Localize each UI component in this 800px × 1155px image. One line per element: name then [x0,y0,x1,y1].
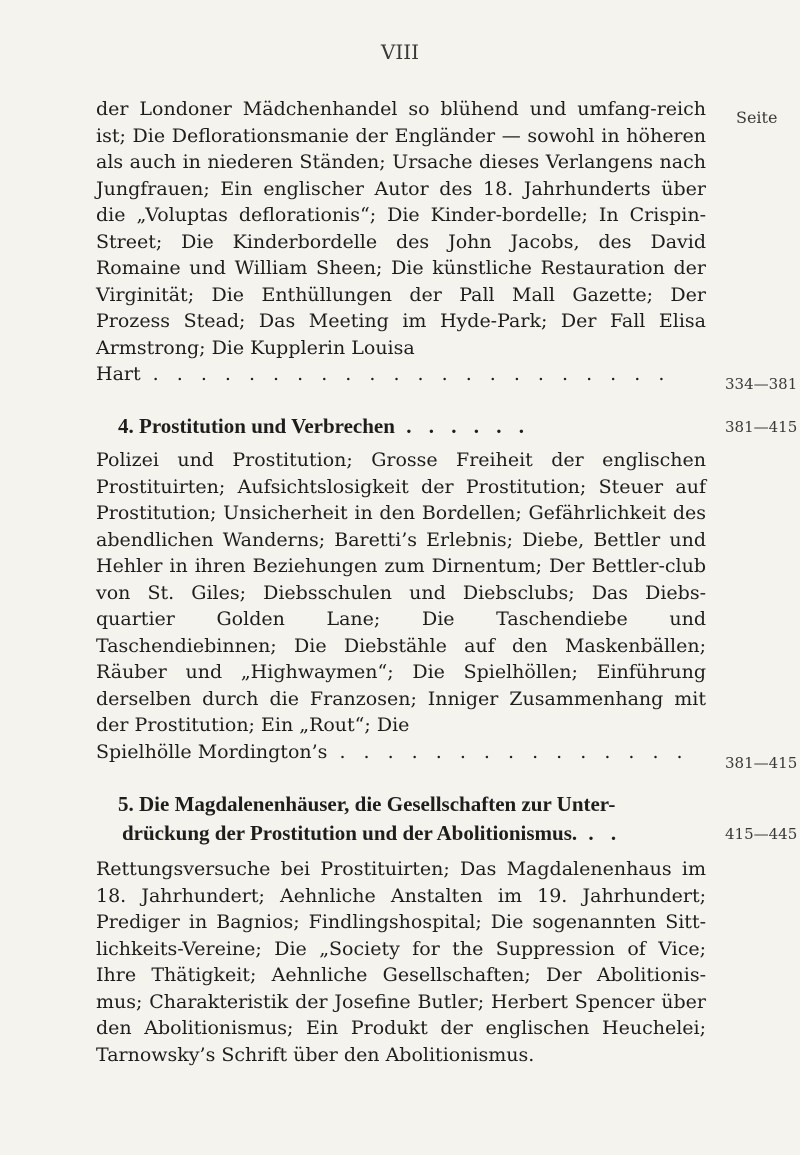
page-column-label: Seite [736,108,778,127]
section-heading-line: 5. Die Magdalenenhäuser, die Gesellschaften zur Unter- [118,792,616,816]
entry-text: Polizei und Prostitution; Grosse Freiheit der englischen Prostituirten; Aufsichtslosigkeit der Prostitution; Steuer auf Prostitution; Unsicherheit in den Bordellen; Gefährlichkeit des abendlichen Wanderns; Baretti’s Erlebnis; Diebe, Bettler und Hehler in ihren Beziehungen zum Dirnentum; Der Bettler-club von St. Giles; Diebsschulen und Diebsclubs; Das Diebs-quartier Golden Lane; Die Taschendiebe und Taschendiebinnen; Die Diebstähle auf den Maskenbällen; Räuber und „Highwaymen“; Die Spielhöllen; Einführung derselben durch die Franzosen; Inniger Zusammenhang mit der Prostitution; Ein „Rout“; Die [96,449,706,736]
entry-last-line: Hart . . . . . . . . . . . . . . . . . . . . . . [96,363,671,385]
section-page-range: 381—415 [725,418,798,436]
section-heading [118,790,708,848]
section-heading-line: drückung der Prostitution und der Abolitionismus. . . [122,821,623,845]
entry-text: der Londoner Mädchenhandel so blühend und umfang-reich ist; Die Deflorationsmanie der Engländer — sowohl in höheren als auch in niederen Ständen; Ursache dieses Verlangens nach Jungfrauen; Ein englischer Autor des 18. Jahrhunderts über die „Voluptas deflorationis“; Die Kinder-bordelle; In Crispin-Street; Die Kinderbordelle des John Jacobs, des David Romaine und William Sheen; Die künstliche Restauration der Virginität; Die Enthüllungen der Pall Mall Gazette; Der Prozess Stead; Das Meeting im Hyde-Park; Der Fall Elisa Armstrong; Die Kupplerin Louisa [96,98,706,359]
page-number: VIII [380,40,420,64]
entry-body [96,96,706,388]
entry-body [96,856,706,1068]
section-page-range: 415—445 [725,825,798,843]
entry-text: Rettungsversuche bei Prostituirten; Das Magdalenenhaus im 18. Jahrhundert; Aehnliche Anstalten im 19. Jahrhundert; Prediger in Bagnios; Findlingshospital; Die sogenannten Sitt-lichkeits-Vereine; Die „Society for the Suppression of Vice; Ihre Thätigkeit; Aehnliche Gesellschaften; Der Abolitionis-mus; Charakteristik der Josefine Butler; Herbert Spencer über den Abolitionismus; Ein Produkt der englischen Heuchelei; Tarnowsky’s Schrift über den Abolitionismus. [96,858,706,1066]
section-heading: 4. Prostitution und Verbrechen . . . . . . [118,414,530,438]
entry-last-line: Spielhölle Mordington’s . . . . . . . . . . . . . . . [96,740,689,763]
page-range: 381—415 [725,754,798,772]
page-range: 334—381 [725,375,798,393]
entry-body [96,447,706,765]
